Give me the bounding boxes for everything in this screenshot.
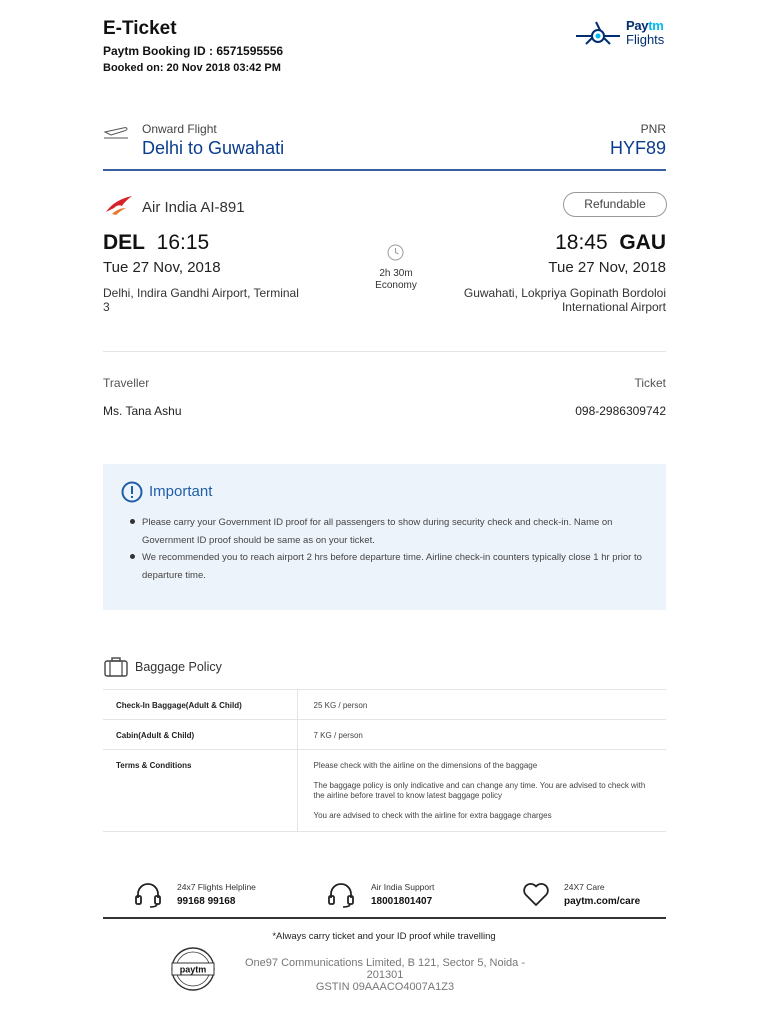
baggage-policy-title: Baggage Policy [135, 660, 222, 674]
footer-divider [103, 917, 666, 919]
booked-on: Booked on: 20 Nov 2018 03:42 PM [103, 62, 281, 74]
paytm-seal-icon [168, 946, 218, 992]
travel-note: *Always carry ticket and your ID proof while travelling [272, 931, 496, 942]
seal-text: paytm [179, 964, 207, 975]
suitcase-icon [104, 657, 128, 677]
table-row [103, 690, 666, 720]
airline-support-label: Air India Support [371, 882, 435, 892]
page-title: E-Ticket [103, 18, 177, 39]
table-cell-value: 25 KG / person [297, 690, 666, 720]
refundable-badge: Refundable [563, 192, 667, 217]
cabin-class: Economy [375, 280, 417, 291]
departure-airport: Delhi, Indira Gandhi Airport, Terminal 3 [103, 286, 299, 314]
company-info [230, 957, 540, 993]
heart-icon [522, 881, 550, 907]
logo-subtitle: Flights [626, 32, 665, 47]
exclamation-icon [121, 481, 143, 503]
baggage-table [103, 689, 666, 832]
airline-flight-number: Air India AI-891 [142, 199, 245, 216]
table-cell-key: Cabin(Adult & Child) [103, 720, 297, 750]
table-cell-value: 7 KG / person [297, 720, 666, 750]
terms-text: Please check with the airline on the dimensions of the baggage [313, 761, 538, 770]
arrival-date: Tue 27 Nov, 2018 [548, 259, 666, 276]
traveller-name: Ms. Tana Ashu [103, 404, 182, 418]
flight-duration: 2h 30m [379, 268, 413, 279]
air-india-logo-icon [104, 194, 134, 216]
terms-cell [297, 750, 666, 832]
table-cell-key: Terms & Conditions [103, 750, 297, 832]
ticket-number: 098-2986309742 [575, 404, 666, 418]
airline-support-number[interactable]: 18001801407 [371, 896, 433, 907]
plane-takeoff-icon [103, 123, 129, 139]
care-label: 24X7 Care [564, 882, 605, 892]
arrival-airport: Guwahati, Lokpriya Gopinath Bordoloi International Airport [463, 286, 666, 314]
table-row [103, 720, 666, 750]
section-divider [103, 169, 666, 171]
table-row [103, 750, 666, 832]
logo-wordmark: Paytm [626, 18, 664, 33]
clock-icon [387, 244, 404, 261]
list-item: Please carry your Government ID proof for all passengers to show during security check and check-in. Name on Government ID proof should be same as on your ticket. [131, 514, 651, 549]
flights-helpline-label: 24x7 Flights Helpline [177, 882, 256, 892]
traveller-label: Traveller [103, 376, 150, 390]
table-cell-key: Check-In Baggage(Adult & Child) [103, 690, 297, 720]
pnr-label: PNR [640, 122, 666, 136]
ticket-label: Ticket [634, 376, 666, 390]
company-address: One97 Communications Limited, B 121, Sector 5, Noida - 201301 [244, 957, 526, 981]
departure-date: Tue 27 Nov, 2018 [103, 259, 221, 276]
terms-text: You are advised to check with the airline for extra baggage charges [313, 811, 552, 820]
arrival-time-code: 18:45 GAU [555, 231, 666, 254]
list-item: We recommended you to reach airport 2 hrs before departure time. Airline check-in counters typically close 1 hr prior to departure time. [131, 549, 651, 584]
pnr-value: HYF89 [609, 138, 666, 158]
terms-text: The baggage policy is only indicative and can change any time. You are advised to check with the airline before travel to know latest baggage policy [313, 781, 646, 800]
divider [103, 351, 666, 352]
headset-icon [327, 882, 355, 908]
departure-code-time: DEL 16:15 [103, 231, 210, 254]
route-title: Delhi to Guwahati [142, 138, 285, 158]
booking-id: Paytm Booking ID : 6571595556 [103, 44, 284, 58]
headset-icon [134, 882, 162, 908]
onward-flight-label: Onward Flight [142, 122, 217, 136]
important-list [131, 514, 651, 584]
important-title: Important [149, 483, 213, 500]
company-gstin: GSTIN 09AAACO4007A1Z3 [315, 981, 455, 993]
flights-helpline-number[interactable]: 99168 99168 [177, 896, 236, 907]
care-link[interactable]: paytm.com/care [564, 896, 641, 907]
